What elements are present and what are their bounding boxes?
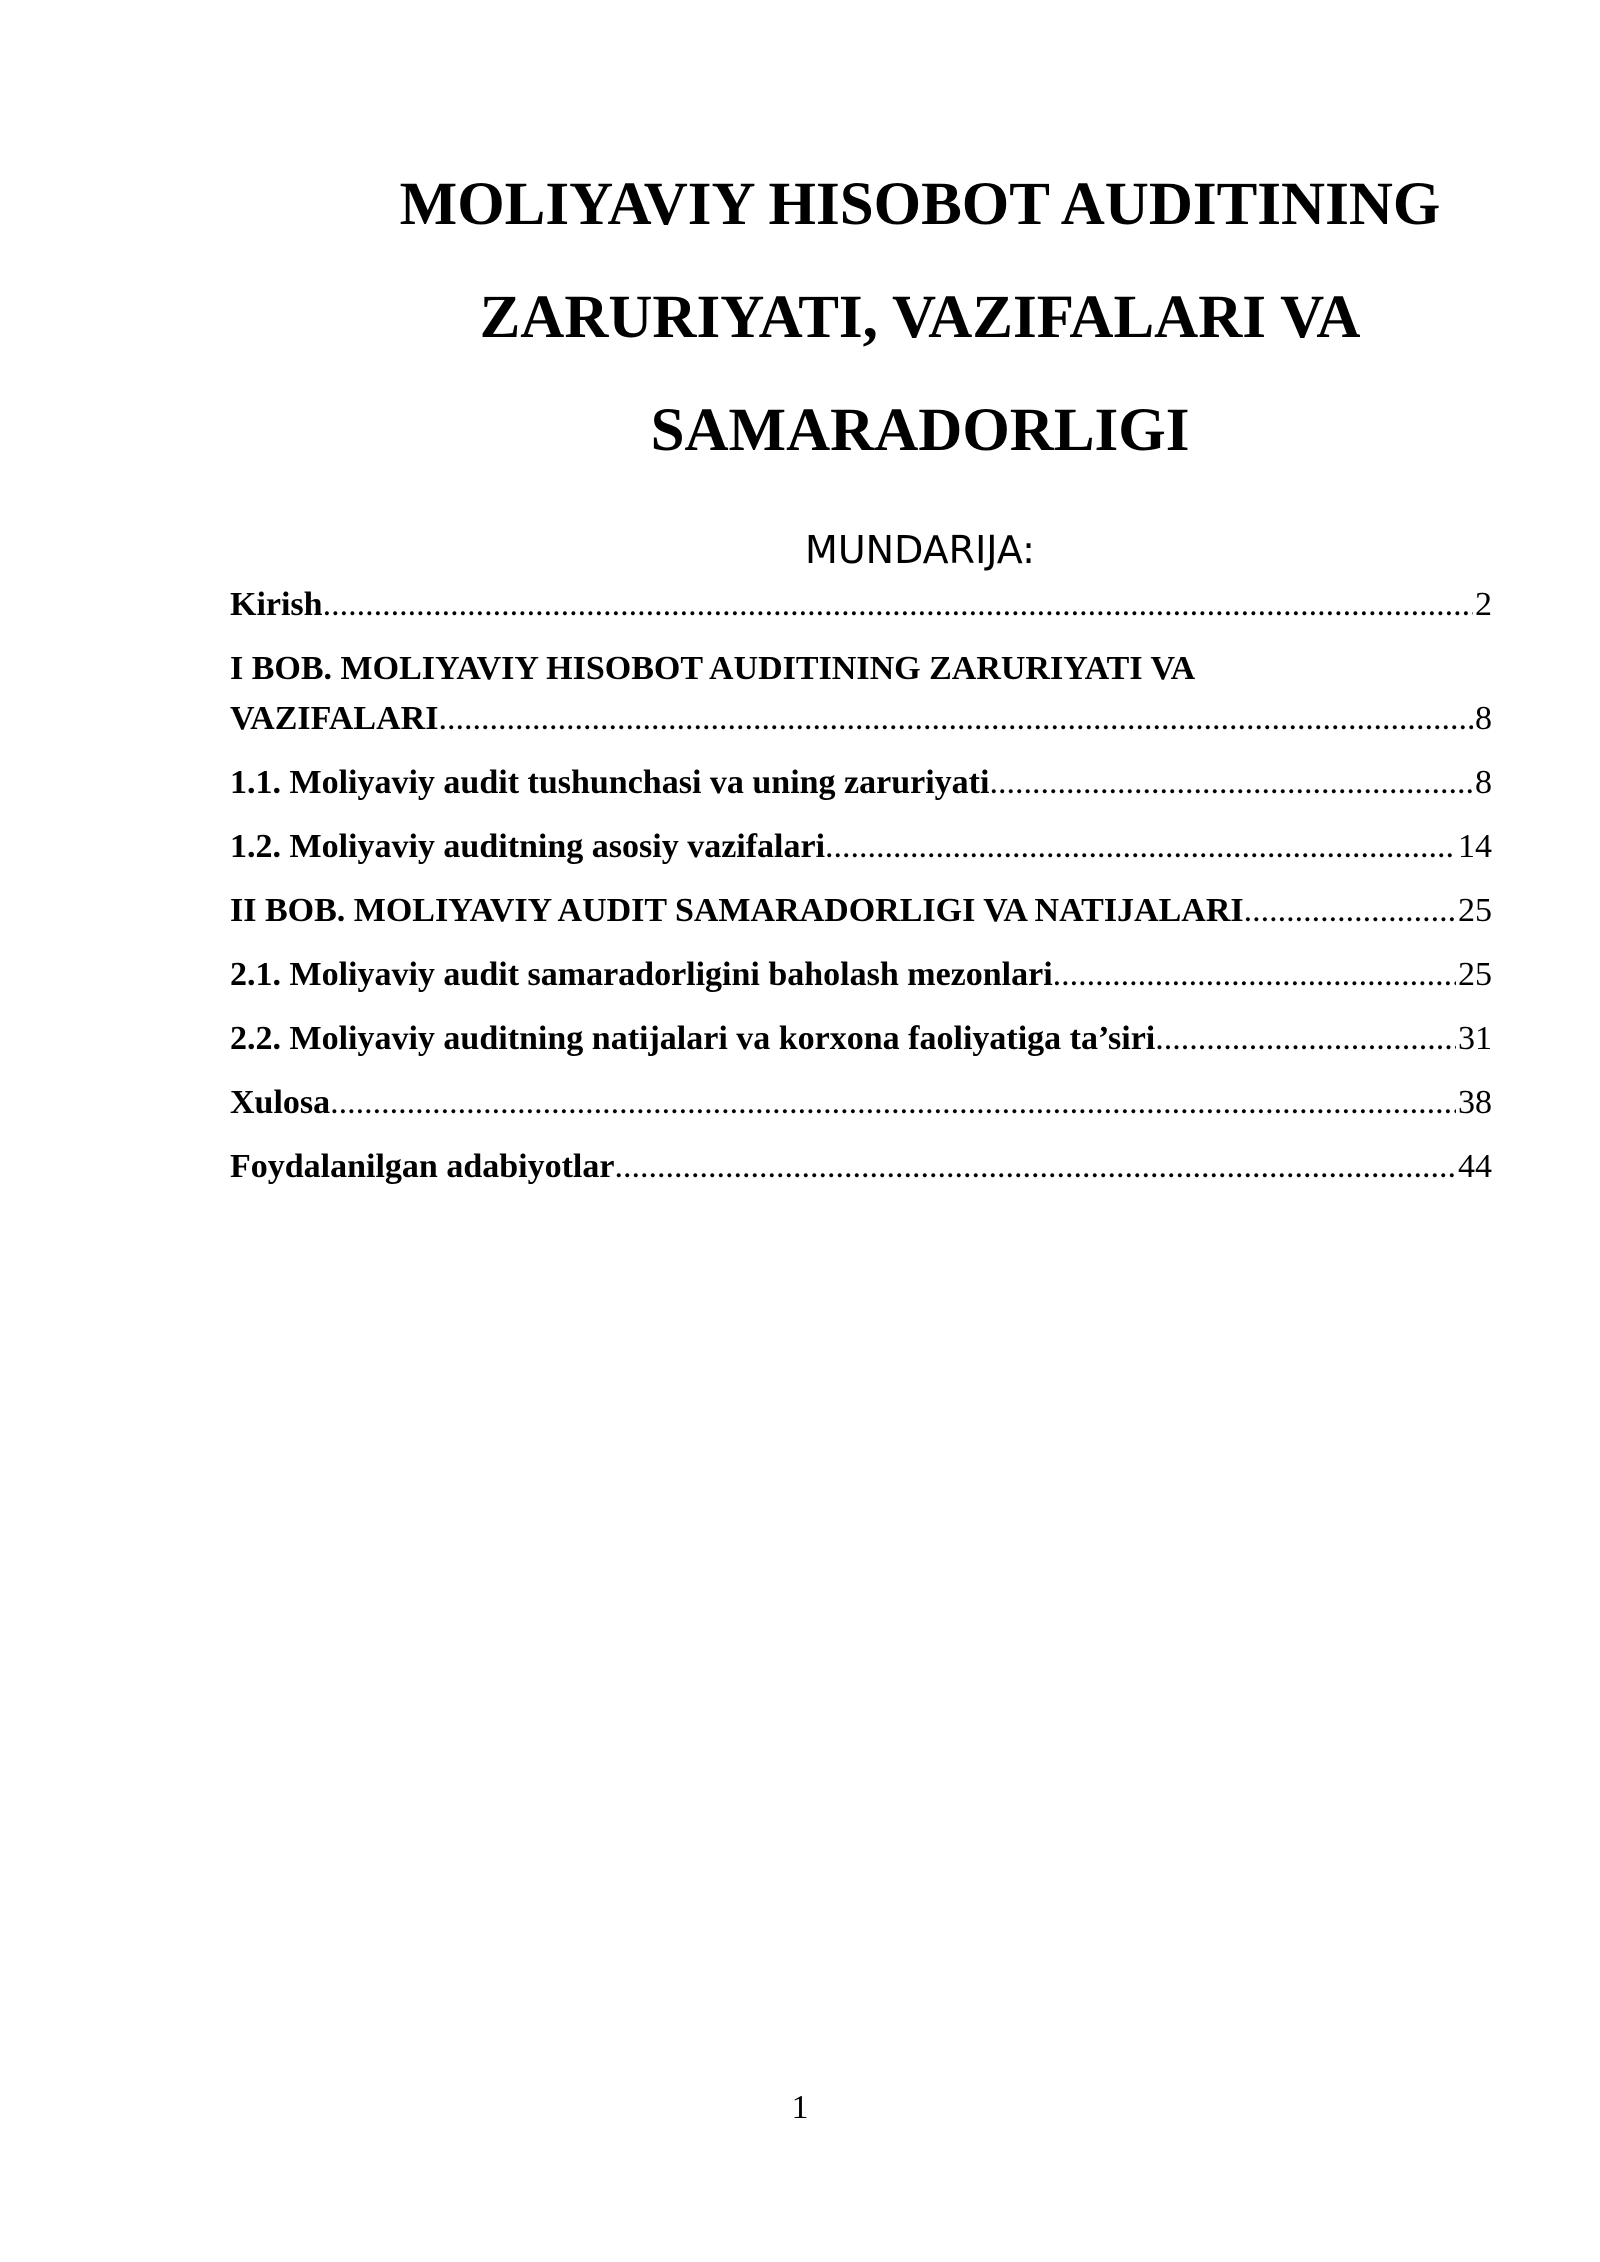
- toc-entry-page: 8: [1475, 700, 1492, 737]
- toc-entry-label: Kirish: [230, 586, 323, 623]
- dot-leader: [825, 822, 1456, 872]
- document-title: [360, 148, 1480, 487]
- toc-entry-label: 1.2. Moliyaviy auditning asosiy vazifalari: [230, 828, 826, 865]
- dot-leader: [438, 694, 1473, 744]
- toc-entry-section-1-1[interactable]: [230, 758, 1492, 808]
- toc-entry-label: Foydalanilgan adabiyotlar: [230, 1148, 615, 1185]
- page-number: 1: [791, 2089, 809, 2126]
- toc-entry-chapter-2[interactable]: [230, 886, 1492, 936]
- toc-entry-section-2-2[interactable]: [230, 1014, 1492, 1064]
- dot-leader: [989, 758, 1473, 808]
- table-of-contents: [230, 580, 1492, 1206]
- toc-entry-page: 14: [1458, 828, 1492, 865]
- dot-leader: [614, 1142, 1456, 1192]
- toc-entry-chapter-1[interactable]: [230, 644, 1492, 744]
- toc-entry-label: II BOB. MOLIYAVIY AUDIT SAMARADORLIGI VA NATIJALARI: [230, 892, 1244, 929]
- title-line: MOLIYAVIY HISOBOT AUDITINING: [399, 171, 1441, 238]
- toc-entry-section-1-2[interactable]: [230, 822, 1492, 872]
- dot-leader: [1244, 886, 1456, 936]
- toc-entry-label: 1.1. Moliyaviy audit tushunchasi va uning zaruriyati: [230, 764, 990, 801]
- toc-entry-page: 25: [1458, 892, 1492, 929]
- toc-entry-adabiyotlar[interactable]: [230, 1142, 1492, 1192]
- toc-entry-page: 2: [1475, 586, 1492, 623]
- toc-entry-kirish[interactable]: [230, 580, 1492, 630]
- toc-entry-label-line1: I BOB. MOLIYAVIY HISOBOT AUDITINING ZARURIYATI VA: [230, 650, 1196, 687]
- toc-entry-label: 2.2. Moliyaviy auditning natijalari va korxona faoliyatiga ta’siri: [230, 1020, 1156, 1057]
- toc-entry-section-2-1[interactable]: [230, 950, 1492, 1000]
- dot-leader: [1155, 1014, 1456, 1064]
- toc-entry-page: 25: [1458, 956, 1492, 993]
- title-line: ZARURIYATI, VAZIFALARI VA: [479, 284, 1361, 351]
- toc-entry-page: 44: [1458, 1148, 1492, 1185]
- toc-entry-page: 38: [1458, 1084, 1492, 1121]
- toc-entry-label: Xulosa: [230, 1084, 331, 1121]
- toc-entry-page: 8: [1475, 764, 1492, 801]
- dot-leader: [1053, 950, 1456, 1000]
- dot-leader: [323, 580, 1473, 630]
- toc-heading: MUNDARIJA:: [805, 528, 1035, 572]
- dot-leader: [330, 1078, 1456, 1128]
- toc-entry-label: 2.1. Moliyaviy audit samaradorligini baholash mezonlari: [230, 956, 1053, 993]
- toc-entry-xulosa[interactable]: [230, 1078, 1492, 1128]
- toc-entry-label: VAZIFALARI: [230, 700, 439, 737]
- toc-entry-page: 31: [1458, 1020, 1492, 1057]
- title-line: SAMARADORLIGI: [650, 397, 1190, 464]
